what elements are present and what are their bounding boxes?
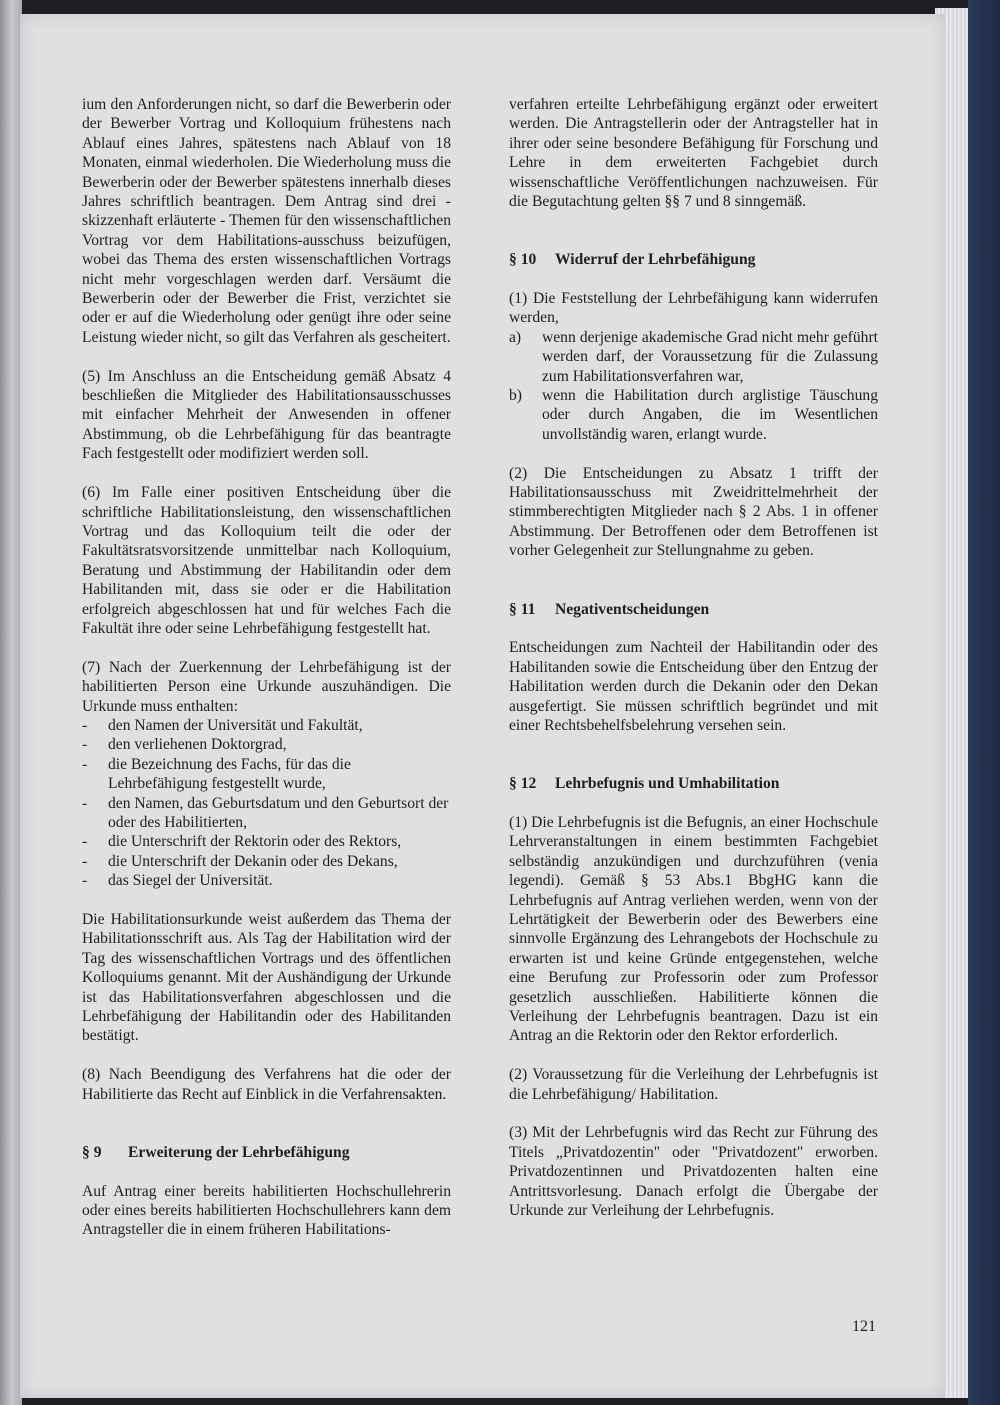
list-marker: a)	[509, 328, 522, 346]
list-item: - das Siegel der Universität.	[82, 871, 451, 890]
list-item: - den Namen, das Geburtsdatum und den Geburtsort der oder des Habilitierten,	[82, 794, 451, 833]
paragraph-6: (6) Im Falle einer positiven Entscheidung über die schriftliche Habilitationsleistung, den wissenschaftlichen Vortrag und das Kolloquium teilt die oder der Fakultätsratsvorsitzende unmittelbar nach Kolloquium, Beratung und Abstimmung der Habilitandin oder dem Habilitanden mit, dass sie oder er die Habilitation erfolgreich abgeschlossen hat und für welches Fach die Fakultät ihre oder seine Lehrbefähigung festgestellt hat.	[82, 484, 451, 637]
list-item: - den Namen der Universität und Fakultät,	[82, 716, 451, 735]
section-12-paragraph-3: (3) Mit der Lehrbefugnis wird das Recht zur Führung des Titels „Privatdozentin" oder "Privatdozent" erworben. Privatdozentinnen und Privatdozenten halten eine Antrittsvorlesung. Danach erfolgt die Übergabe der Urkunde zur Verleihung der Lehrbefugnis.	[509, 1124, 878, 1220]
previous-page-edge	[0, 0, 22, 1405]
right-column	[509, 95, 878, 1220]
list-item: - die Unterschrift der Rektorin oder des Rektors,	[82, 832, 451, 851]
book-cover	[968, 0, 1000, 1405]
section-12-paragraph-2: (2) Voraussetzung für die Verleihung der Lehrbefugnis ist die Lehrbefähigung/ Habilitation.	[509, 1066, 878, 1103]
list-item	[509, 386, 878, 444]
section-title: Negativentscheidungen	[555, 600, 710, 618]
section-10-heading	[509, 250, 878, 269]
list-item-text: wenn derjenige akademische Grad nicht mehr geführt werden darf, der Voraussetzung für die Zulassung zum Habilitationsverfahren war,	[542, 328, 878, 385]
list-item-text: wenn die Habilitation durch arglistige Täuschung oder durch Angaben, die im Wesentlichen unvollständig waren, erlangt wurde.	[542, 387, 878, 443]
section-number: § 12	[509, 775, 537, 793]
section-9-text: Auf Antrag einer bereits habilitierten Hochschullehrerin oder eines bereits habilitierten Hochschullehrers kann dem Antragsteller die in einem früheren Habilitations-	[82, 1182, 451, 1239]
section-9-continued: verfahren erteilte Lehrbefähigung ergänzt oder erweitert werden. Die Antragstellerin oder der Antragsteller hat in ihrer oder seine besondere Befähigung für Forschung und Lehre in dem erweiterten Fachgebiet durch wissenschaftliche Veröffentlichungen nachzuweisen. Für die Begutachtung gelten §§ 7 und 8 sinngemäß.	[509, 96, 878, 211]
paragraph-7: (7) Nach der Zuerkennung der Lehrbefähigung ist der habilitierten Person eine Urkunde auszuhändigen. Die Urkunde muss enthalten:	[82, 658, 451, 715]
list-item: - die Bezeichnung des Fachs, für das die Lehrbefähigung festgestellt wurde,	[82, 755, 451, 794]
section-number: § 11	[509, 600, 536, 618]
revocation-conditions-list	[509, 328, 878, 444]
list-item: - die Unterschrift der Dekanin oder des Dekans,	[82, 852, 451, 871]
list-item	[509, 328, 878, 386]
section-12-paragraph-1: (1) Die Lehrbefugnis ist die Befugnis, an einer Hochschule Lehrveranstaltungen in einem bestimmten Fachgebiet selbständig anzukündigen und durchzuführen (venia legendi). Gemäß § 53 Abs.1 BbgHG kann die Lehrbefugnis auf Antrag verliehen werden, wenn von der Lehrtätigkeit der Bewerberin oder des Bewerbers eine sinnvolle Ergänzung des Lehrangebots der Hochschule zu erwarten ist und keine Gründe entgegenstehen, welche eine Berufung zur Professorin oder zum Professor gesetzlich ausschließen. Habilitierte können die Verleihung der Lehrbefugnis beantragen. Dazu ist ein Antrag an die Rektorin oder den Rektor erforderlich.	[509, 813, 878, 1045]
list-marker: b)	[509, 387, 522, 405]
paragraph-5: (5) Im Anschluss an die Entscheidung gemäß Absatz 4 beschließen die Mitglieder des Habilitationsausschusses mit einfacher Mehrheit der Anwesenden in offener Abstimmung, ob die Lehrbefähigung für das beantragte Fach festgestellt oder modifiziert werden soll.	[82, 367, 451, 463]
section-title: Erweiterung der Lehrbefähigung	[128, 1143, 350, 1161]
paragraph-8: (8) Nach Beendigung des Verfahrens hat die oder der Habilitierte das Recht auf Einblick in die Verfahrensakten.	[82, 1066, 451, 1103]
paragraph-7-continued: Die Habilitationsurkunde weist außerdem das Thema der Habilitationsschrift aus. Als Tag der Habilitation wird der Tag des wissenschaftlichen Vortrags und des öffentlichen Kolloquiums genannt. Mit der Aushändigung der Urkunde ist das Habilitationsverfahren abgeschlossen und die Lehrbefähigung der Habilitandin oder des Habilitanden bestätigt.	[82, 911, 451, 1045]
section-number: § 9	[82, 1143, 102, 1161]
section-number: § 10	[509, 251, 537, 269]
section-11-text: Entscheidungen zum Nachteil der Habilitandin oder des Habilitanden sowie die Entscheidung über den Entzug der Habilitation werden durch die Dekanin oder den Dekan ausgefertigt. Sie müssen schriftlich begründet und mit einer Rechtsbehelfsbelehrung versehen sein.	[509, 639, 878, 734]
paragraph-intro: ium den Anforderungen nicht, so darf die Bewerberin oder der Bewerber Vortrag und Kolloquium frühestens nach Ablauf eines Jahres, spätestens nach Ablauf von 18 Monaten, einmal wiederholen. Die Wiederholung muss die Bewerberin oder der Bewerber spätestens innerhalb dieses Jahres schriftlich beantragen. Dem Antrag sind drei - skizzenhaft erläuterte - Themen für den wissenschaftlichen Vortrag vor dem Habilitations-ausschuss beizufügen, wobei das Thema des ersten wissenschaftlichen Vortrags nicht mehr vorgeschlagen werden darf. Versäumt die Bewerberin oder der Bewerber die Frist, verzichtet sie oder er auf die Wiederholung oder genügt ihre oder seine Leistung wieder nicht, so gilt das Verfahren als gescheitert.	[82, 96, 451, 346]
section-title: Widerruf der Lehrbefähigung	[555, 251, 756, 269]
certificate-contents-list	[82, 716, 451, 891]
section-11-heading	[509, 600, 878, 619]
section-12-heading	[509, 774, 878, 793]
section-title: Lehrbefugnis und Umhabilitation	[555, 775, 780, 793]
section-10-paragraph-1: (1) Die Feststellung der Lehrbefähigung kann widerrufen werden,	[509, 290, 878, 327]
section-10-paragraph-2: (2) Die Entscheidungen zu Absatz 1 trifft der Habilitationsausschuss mit Zweidrittelmehrheit der stimmberechtigten Mitglieder nach § 2 Abs. 1 in offener Abstimmung. Der Betroffenen oder dem Betroffenen ist vorher Gelegenheit zur Stellungnahme zu geben.	[509, 464, 878, 560]
left-column	[82, 95, 451, 1240]
page-number: 121	[852, 1318, 876, 1335]
list-item: - den verliehenen Doktorgrad,	[82, 735, 451, 754]
section-9-heading	[82, 1143, 451, 1162]
